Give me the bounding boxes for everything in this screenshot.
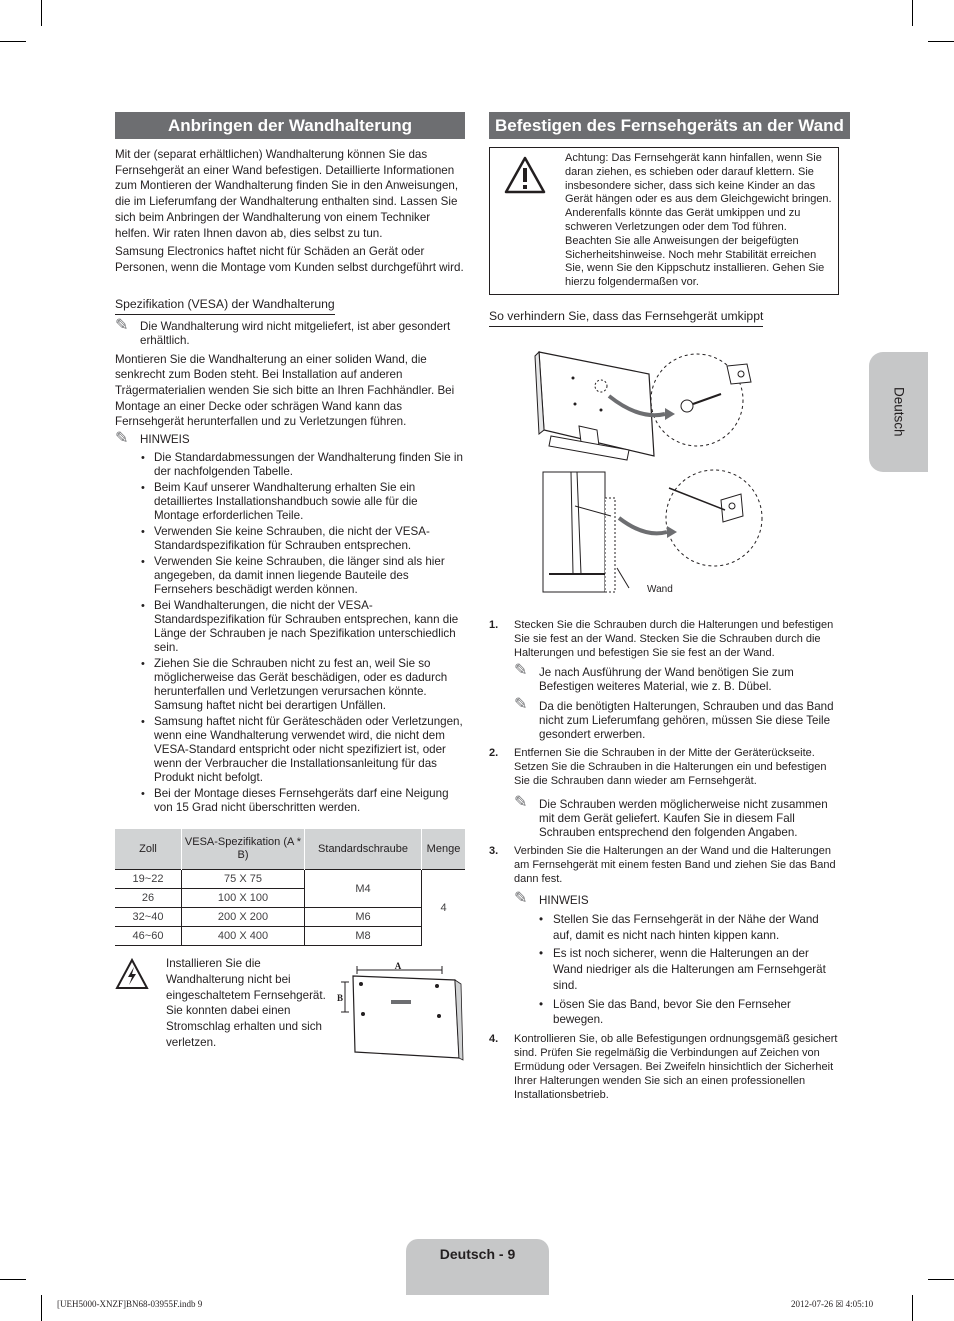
hinweis-label: HINWEIS (140, 433, 190, 447)
language-side-tab (869, 352, 928, 472)
vesa-dimension-figure (337, 962, 465, 1062)
table-row: 26 100 X 100 (115, 889, 465, 908)
section-title-wall-mount: Anbringen der Wandhalterung (115, 112, 465, 139)
table-row: 19~22 75 X 75 M4 4 (115, 870, 465, 889)
pencil-icon: ✎ (514, 696, 528, 713)
bullet-icon: • (141, 600, 145, 613)
caution-box (489, 147, 839, 295)
crop-mark (41, 0, 42, 26)
footer-timestamp: 2012-07-26 ☒ 4:05:10 (791, 1299, 874, 1309)
caution-body: : Das Fernsehgerät kann hinfallen, wenn Sie daran ziehen, es schieben oder darauf klettern. Sie insbesondere sicher, dass sich keine Kinder an das Gerät hängen oder es aus dem Gleichgewicht bringen. Anderenfalls könnte das Gerät umkippen und zu schweren Verletzungen oder dem Tod führen. Beachten Sie alle Anweisungen der beigefügten Sicherheitshinweise. Noch mehr Stabilität erreichen Sie, wenn Sie den Kippschutz installieren. Gehen Sie hierzu folgendermaßen vor. (565, 152, 832, 289)
caution-label: Achtung (565, 152, 606, 164)
pencil-icon: ✎ (514, 662, 528, 679)
step-note: ✎ Je nach Ausführung der Wand benötigen Sie zum Befestigen weiteres Material, wie z. B. Dübel. (514, 662, 794, 693)
table-header: Standardschraube (305, 829, 422, 870)
dim-label-b: B (337, 993, 344, 1004)
crop-mark (912, 1295, 913, 1321)
crop-mark (912, 0, 913, 26)
left-column (115, 112, 465, 1066)
bullet-icon: • (141, 452, 145, 465)
bullet-icon: • (141, 716, 145, 729)
pencil-icon: ✎ (115, 316, 129, 334)
crop-mark (0, 1279, 26, 1280)
step-1: 1. Stecken Sie die Schrauben durch die Halterungen und befestigen Sie sie fest an der Wand. Stecken Sie die Schrauben durch die Halterungen und befestigen Sie sie fest an der Wand. (489, 619, 834, 659)
list-item: • Bei Wandhalterungen, die nicht der VESA-Standardspezifikation für Schrauben entsprechen, kann die Länge der Schrauben je nach Spezifikation unterschiedlich sein. (141, 599, 459, 655)
hinweis-list (115, 451, 465, 815)
hinweis-note (115, 430, 465, 448)
crop-mark (0, 41, 26, 42)
list-item: • Es ist noch sicherer, wenn die Halterungen an der Wand niedriger als die Halterungen am Fernsehgerät sind. (539, 947, 826, 992)
bullet-icon: • (141, 658, 145, 671)
electric-warning-text: Installieren Sie die Wandhalterung nicht bei eingeschaltetem Fernsehgerät. Sie konnten dabei einen Stromschlag erhalten und sich verletzen. (166, 957, 326, 1049)
bullet-icon: • (141, 788, 145, 801)
crop-mark (928, 41, 954, 42)
step-number: 4. (489, 1032, 499, 1045)
table-header: VESA-Spezifikation (A * B) (182, 829, 305, 870)
right-column (489, 112, 844, 1106)
bullet-icon: • (141, 526, 145, 539)
pencil-icon: ✎ (115, 430, 129, 448)
bullet-icon: • (141, 482, 145, 495)
step-number: 1. (489, 619, 499, 631)
pencil-icon: ✎ (514, 794, 528, 811)
page-number-tab: Deutsch - 9 (406, 1239, 549, 1295)
electric-warning-icon (115, 958, 149, 990)
spec-note-text: Die Wandhalterung wird nicht mitgeliefert, ist aber gesondert erhältlich. (140, 319, 451, 347)
pencil-icon: ✎ (514, 890, 528, 907)
bullet-icon: • (539, 913, 544, 926)
step3-hinweis-list (539, 912, 839, 1028)
prevent-tipping-heading: So verhindern Sie, dass das Fernsehgerät umkippt (489, 309, 763, 327)
bullet-icon: • (141, 556, 145, 569)
caution-text (565, 152, 833, 290)
mount-paragraph: Montieren Sie die Wandhalterung an einer soliden Wand, die senkrecht zum Boden steht. Bei Installation auf anderen Trägermaterialien wenden Sie sich bitte an Ihren Fachhändler. Bei Montage an einer Decke oder schrägen Wand kann das Fernsehgerät herunterfallen und zu Verletzungen führen. (115, 352, 455, 429)
spec-note (115, 316, 465, 348)
steps-list (489, 618, 839, 1102)
table-row: 46~60 400 X 400 M8 (115, 927, 465, 946)
caution-triangle-icon (504, 156, 546, 194)
anti-tip-illustration (489, 338, 839, 608)
dim-label-a: A (394, 962, 402, 972)
table-header: Zoll (115, 829, 182, 870)
intro-paragraph: Mit der (separat erhältlichen) Wandhalterung können Sie das Fernsehgerät an einer Wand befestigen. Detaillierte Informationen zum Montieren der Wandhalterung finden Sie in den Anweisungen, die im Lieferumfang der Wandhalterung enthalten sind. Lassen Sie sich beim Anbringen der Wandhalterung von einem Techniker helfen. Wir raten Ihnen davon ab, dies selbst zu tun. (115, 148, 459, 240)
list-item: • Stellen Sie das Fernsehgerät in der Nähe der Wand auf, damit es nicht nach hinten kippen kann. (539, 913, 819, 942)
list-item: • Bei der Montage dieses Fernsehgeräts darf eine Neigung von 15 Grad nicht überschritten werden. (141, 787, 449, 815)
wall-label: Wand (647, 584, 673, 595)
table-header: Menge (422, 829, 466, 870)
bullet-icon: • (539, 947, 544, 961)
liability-paragraph: Samsung Electronics haftet nicht für Schäden an Gerät oder Personen, wenn die Montage vom Kunden selbst durchgeführt wird. (115, 245, 464, 274)
language-side-tab-label: Deutsch (891, 387, 907, 437)
footer-file-info: [UEH5000-XNZF]BN68-03955F.indb 9 (57, 1299, 203, 1309)
section-title-secure-tv: Befestigen des Fernsehgeräts an der Wand (489, 112, 850, 139)
step-3: 3. Verbinden Sie die Halterungen an der Wand und die Halterungen am Fernsehgerät mit einem festen Band und ziehen Sie das Band dann fest. (489, 845, 836, 885)
vesa-spec-heading: Spezifikation (VESA) der Wandhalterung (115, 297, 335, 315)
bullet-icon: • (539, 997, 544, 1011)
list-item: • Die Standardabmessungen der Wandhalterung finden Sie in der nachfolgenden Tabelle. (141, 451, 463, 479)
vesa-table (115, 829, 465, 946)
table-row: 32~40 200 X 200 M6 (115, 908, 465, 927)
step-number: 2. (489, 747, 499, 759)
step-2: 2. Entfernen Sie die Schrauben in der Mitte der Geräterückseite. Setzen Sie die Schrauben in die Halterungen ein und befestigen Sie die Schrauben dann wieder am Fernsehgerät. (489, 747, 827, 787)
step-number: 3. (489, 845, 499, 857)
step-note: ✎ Die Schrauben werden möglicherweise nicht zusammen mit dem Gerät geliefert. Kaufen Sie in diesem Fall Schrauben entsprechend den folgenden Angaben. (514, 794, 828, 839)
crop-mark (928, 1279, 954, 1280)
list-item: • Samsung haftet nicht für Geräteschäden oder Verletzungen, wenn eine Wandhalterung verwendet wird, die nicht dem VESA-Standard entspricht oder nicht spezifiziert ist, oder wenn der Verbraucher die Installationsanleitung für das Produkt nicht befolgt. (141, 715, 463, 785)
list-item: • Verwenden Sie keine Schrauben, die nicht der VESA-Standardspezifikation für Schrauben entsprechen. (141, 525, 430, 553)
list-item: • Verwenden Sie keine Schrauben, die länger sind als hier angegeben, da damit innen liegende Bauteile des Fernsehers beschädigt werden können. (141, 555, 445, 597)
crop-mark (41, 1295, 42, 1321)
list-item: • Beim Kauf unserer Wandhalterung erhalten Sie ein detailliertes Installationshandbuch sowie alle für die Montage erforderlichen Teile. (141, 481, 418, 523)
list-item: • Lösen Sie das Band, bevor Sie den Fernseher bewegen. (539, 997, 791, 1027)
electric-warning (115, 956, 465, 1066)
list-item: • Ziehen Sie die Schrauben nicht zu fest an, weil Sie so möglicherweise das Gerät beschädigen, oder es dadurch herunterfallen und Verletzungen verursachen könnte. Samsung haftet nicht bei derartigen Unfällen. (141, 657, 448, 713)
step-hinweis: ✎ HINWEIS (514, 890, 589, 907)
step-note: ✎ Da die benötigten Halterungen, Schrauben und das Band nicht zum Lieferumfang gehören, müssen Sie diese Teile gesondert erwerben. (514, 696, 834, 741)
step-4: 4. Kontrollieren Sie, ob alle Befestigungen ordnungsgemäß gesichert sind. Prüfen Sie regelmäßig die Verbindungen auf Zeichen von Ermüdung oder Versagen. Bei Zweifeln hinsichtlich der Sicherheit Ihrer Halterungen wenden Sie sich an einen professionellen Installationsbetrieb. (489, 1032, 838, 1101)
